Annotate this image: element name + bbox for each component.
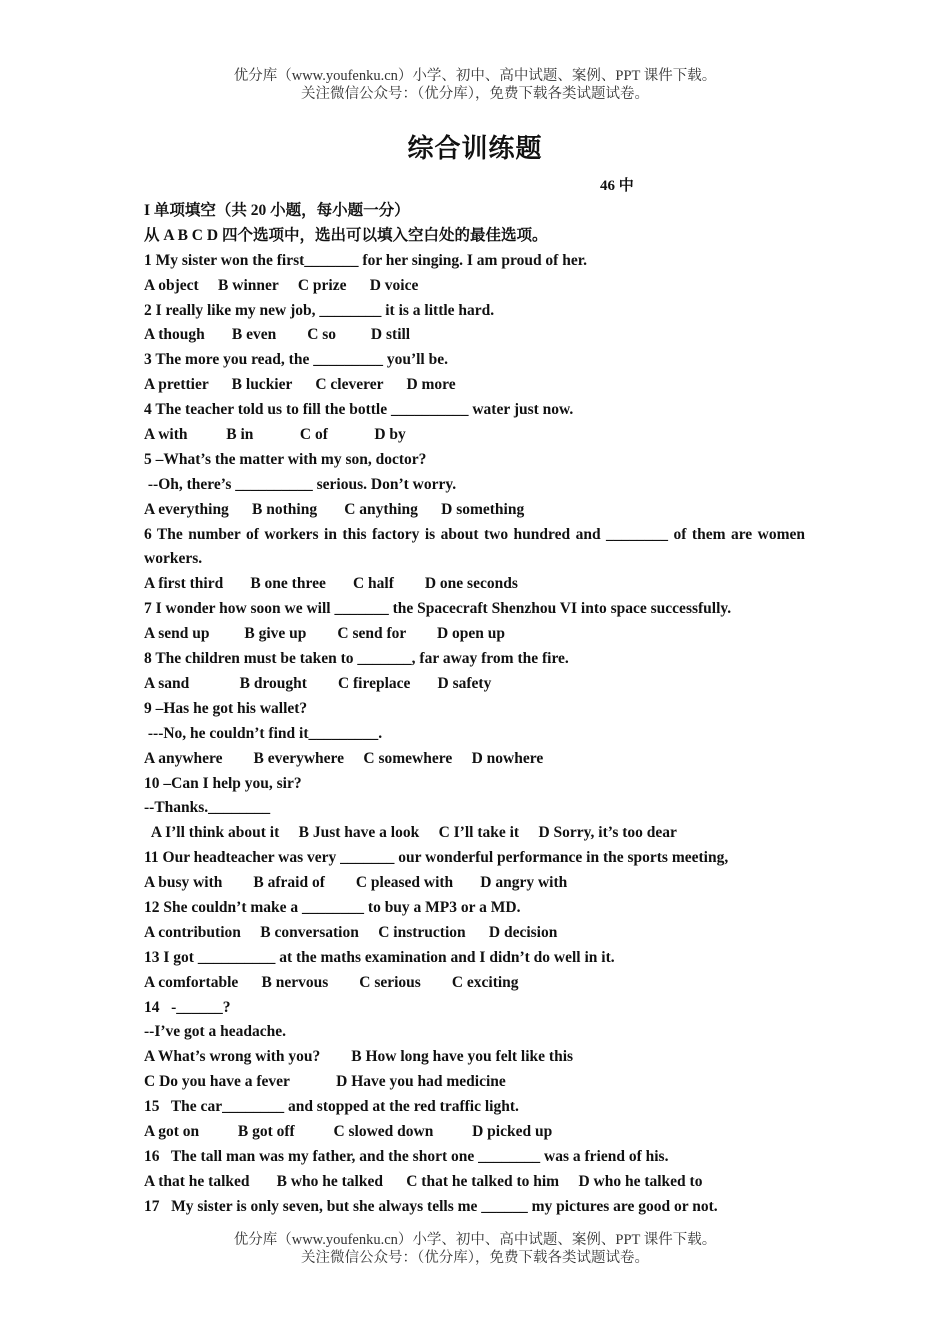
options-line: A comfortable B nervous C serious C exciting [144, 973, 519, 991]
question-line: 6 The number of workers in this factory is about two hundred and ________ of them are women workers. [144, 525, 805, 568]
question-line: 8 The children must be taken to _______, far away from the fire. [144, 650, 569, 668]
options-line: A though B even C so D still [144, 326, 411, 344]
dialogue-line: ---No, he couldn’t find it_________. [144, 724, 383, 742]
options-line: A everything B nothing C anything D something [144, 500, 525, 518]
options-line: A busy with B afraid of C pleased with D angry with [144, 874, 568, 892]
section-heading: I 单项填空（共 20 小题，每小题一分） [144, 202, 410, 219]
footer-line-2: 关注微信公众号：（优分库），免费下载各类试题试卷。 [301, 1250, 649, 1266]
question-line: 4 The teacher told us to fill the bottle __________ water just now. [144, 401, 574, 419]
question-line: 13 I got __________ at the maths examination and I didn’t do well in it. [144, 948, 615, 966]
dialogue-line: --Thanks.________ [144, 799, 271, 817]
question-line: 5 –What’s the matter with my son, doctor? [144, 450, 427, 468]
options-line: A contribution B conversation C instruction D decision [144, 923, 558, 941]
options-line: A with B in C of D by [144, 426, 406, 444]
question-line: 12 She couldn’t make a ________ to buy a MP3 or a MD. [144, 898, 521, 916]
options-line: A I’ll think about it B Just have a look C I’ll take it D Sorry, it’s too dear [144, 824, 677, 842]
question-line: 7 I wonder how soon we will _______ the Spacecraft Shenzhou VI into space successfully. [144, 600, 732, 618]
page-header [0, 67, 950, 103]
page-footer [0, 1231, 950, 1267]
question-line: 15 The car________ and stopped at the red traffic light. [144, 1098, 519, 1116]
options-line: A first third B one three C half D one seconds [144, 575, 518, 593]
question-line: 11 Our headteacher was very _______ our wonderful performance in the sports meeting, [144, 849, 729, 867]
options-line: A What’s wrong with you? B How long have you felt like this [144, 1048, 574, 1066]
options-line: A got on B got off C slowed down D picked up [144, 1122, 553, 1140]
question-line: 9 –Has he got his wallet? [144, 699, 308, 717]
document-title: 综合训练题 [407, 134, 543, 163]
section-instruction: 从 A B C D 四个选项中，选出可以填入空白处的最佳选项。 [144, 226, 548, 244]
dialogue-line: --I’ve got a headache. [144, 1023, 287, 1041]
options-line: C Do you have a fever D Have you had medicine [144, 1073, 506, 1091]
dialogue-line: --Oh, there’s __________ serious. Don’t worry. [144, 475, 457, 493]
question-line: 2 I really like my new job, ________ it is a little hard. [144, 301, 495, 319]
exercise-body [144, 199, 805, 1220]
school-label: 46 中 [600, 178, 634, 194]
question-line: 1 My sister won the first_______ for her singing. I am proud of her. [144, 251, 588, 269]
options-line: A prettier B luckier C cleverer D more [144, 376, 456, 394]
options-line: A that he talked B who he talked C that he talked to him D who he talked to [144, 1172, 703, 1190]
question-line: 3 The more you read, the _________ you’ll be. [144, 351, 448, 369]
options-line: A send up B give up C send for D open up [144, 625, 506, 643]
question-line: 14 -______? [144, 998, 231, 1016]
question-line: 17 My sister is only seven, but she always tells me ______ my pictures are good or not. [144, 1197, 718, 1215]
options-line: A anywhere B everywhere C somewhere D nowhere [144, 749, 544, 767]
options-line: A object B winner C prize D voice [144, 276, 419, 294]
options-line: A sand B drought C fireplace D safety [144, 674, 492, 692]
header-line-1: 优分库（www.youfenku.cn）小学、初中、高中试题、案例、PPT 课件下载。 [233, 68, 717, 84]
header-line-2: 关注微信公众号：（优分库），免费下载各类试题试卷。 [301, 86, 649, 102]
question-line: 16 The tall man was my father, and the short one ________ was a friend of his. [144, 1147, 669, 1165]
question-line: 10 –Can I help you, sir? [144, 774, 302, 792]
footer-line-1: 优分库（www.youfenku.cn）小学、初中、高中试题、案例、PPT 课件下载。 [233, 1232, 717, 1248]
